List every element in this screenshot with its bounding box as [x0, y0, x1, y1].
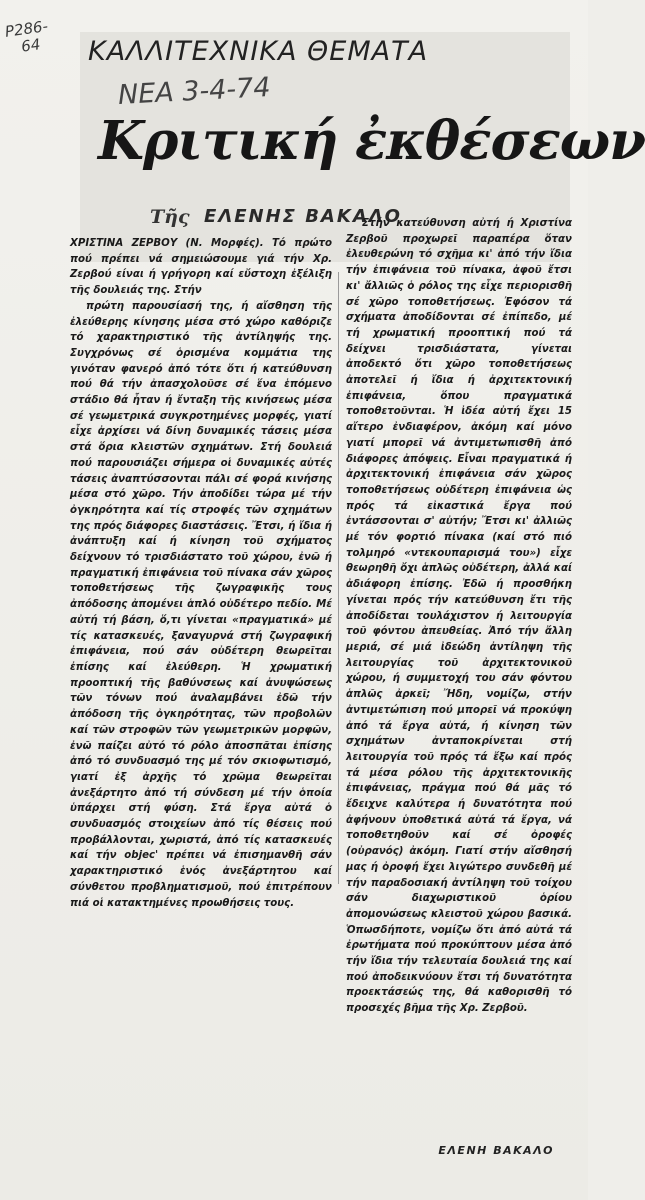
article-left-column — [70, 236, 332, 1186]
right-paragraph-1: Στήν κατεύθυνση αὐτή ή Χριστίνα Ζερβοῦ προχωρεῖ παραπέρα ὅταν ἐλευθερώνη τό σχῆμα κι' ἀπό τήν ἴδια τήν ἐπιφάνεια τοῦ πίνακα, ἀφοῦ ἔτσι κι' ἄλλιῶς ὁ ρόλος της εἶχε περιορισθῆ σέ χῶρο τοποθετήσεως. Ἐφόσον τά σχήματα ἀποδίδονται σέ ἐπίπεδο, μέ τή χρωματική προοπτική πού τά δείχνει τρισδιάστατα, γίνεται ἀποδεκτό ὅτι χῶρο τοποθετήσεως ἀποτελεῖ ή ἴδια ή ἀρχιτεκτονική ἐπιφάνεια, ὅπου πραγματικά τοποθετοῦνται. Ἡ ἰδέα αὐτή ἔχει 15 αἴτερο ἐνδιαφέρον, ἀκόμη καί μόνο γιατί μπορεῖ νά ἀντιμετωπισθῆ ἀπό διάφορες ἀπόψεις. Εἶναι πραγματικά ή ἀρχιτεκτονική ἐπιφάνεια σάν χῶρος τοποθετήσεως οὐδέτερη ἐπιφάνεια ὡς πρός τά εἰκαστικά ἔργα πού ἐντάσσονται σ' αὐτήν; Ἔτσι κι' ἀλλιῶς μέ τόν φορτιό πίνακα (καί στό πιό τολμηρό «ντεκουπαρισμά του») εἶχε θεωρηθῆ ὄχι ἁπλῶς οὐδέτερη, ἀλλά καί ἀδιάφορη ἐπίσης. Ἐδῶ ή προσθήκη γίνεται πρός τήν κατεύθυνση ἔτι τῆς ἀποδίδεται τουλάχιστον ή λειτουργία τοῦ φόντου ἀπευθείας. Ἀπό τήν ἄλλη μεριά, σέ μιά ἰδεώδη ἀντίληψη τῆς λειτουργίας τοῦ ἀρχιτεκτονικοῦ χώρου, ή συμμετοχή του σάν φόντου ἁπλῶς ἀρκεῖ; Ἤδη, νομίζω, στήν ἀντιμετώπιση πού μπορεῖ νά προκύψη ἀπό τά ἔργα αὐτά, ή κίνηση τῶν σχημάτων ἀνταποκρίνεται στή λειτουργία τοῦ πρός τά ἔξω καί πρός τά μέσα ρόλου τῆς ἀρχιτεκτονικῆς ἐπιφάνειας, πράγμα πού θά μᾶς τό ἔδειχνε καλύτερα ή δυνατότητα πού ἀφήνουν ὑποθετικά αὐτά τά ἔργα, νά τοποθετηθοῦν καί σέ ὀροφές (οὐρανός) ἀκόμη. Γιατί στήν αἴσθησή μας ή ὀροφή ἔχει λιγώτερο συνδεθῆ μέ τήν παραδοσιακή ἀντίληψη τοῦ τοίχου σάν διαχωριστικοῦ ὁρίου ἀπομονώσεως κλειστοῦ χώρου βασικά. Ὁπωσδήποτε, νομίζω ὅτι ἀπό αὐτά τά ἐρωτήματα πού προκύπτουν μέσα ἀπό τήν ἴδια τήν τελευταία δουλειά της καί πού ἀποδεικνύουν ἔτσι τή δυνατότητα προεκτάσεώς της, θά καθορισθῆ τό προσεχές βῆμα τῆς Χρ. Ζερβοῦ. — [346, 218, 572, 1015]
byline-prefix: Τῆς — [150, 206, 190, 228]
section-kicker: ΚΑΛΛΙΤΕΧΝΙΚΑ ΘΕΜΑΤΑ — [88, 36, 429, 67]
archive-note-line-2: 64 — [20, 35, 42, 56]
handwritten-date-note: ΝΕΑ 3-4-74 — [117, 72, 272, 111]
article-right-column — [346, 216, 572, 1015]
author-signature: ΕΛΕΝΗ ΒΑΚΑΛΟ — [438, 1144, 554, 1157]
left-paragraph-2: πρώτη παρουσίασή της, ή αἴσθηση τῆς ἐλεύθερης κίνησης μέσα στό χώρο καθόριζε τό χαρακτηριστικό τῆς ἀντίληψής της. Συγχρόνως σέ ὁρισμένα κομμάτια της γινόταν φανερό ἀπό τότε ὅτι ή κατεύθυνση πού θά τήν ἀπασχολοῦσε σέ ἕνα ἑπόμενο στάδιο θά ἦταν ή ἔνταξη τῆς κινήσεως μέσα σέ γεωμετρικά συγκροτημένες μορφές, γιατί εἶχε ἀρχίσει νά δίνη δυναμικές τάσεις μέσα στά ὅρια κλειστῶν σχημάτων. Στή δουλειά πού παρουσιάζει σήμερα οἱ δυναμικές αὐτές τάσεις ἀναπτύσσονται πάλι σέ φορά κινήσης μέσα στό χῶρο. Τήν ἀποδίδει τώρα μέ τήν ὀγκηρότητα καί τίς στροφές τῶν σχημάτων της πρός διάφορες διαστάσεις. Ἔτσι, ή ἴδια ή ἀνάπτυξη καί ή κίνηση τοῦ σχήματος δείχνουν τό τρισδιάστατο τοῦ χώρου, ἐνῶ ή πραγματική ἐπιφάνεια τοῦ πίνακα σάν χῶρος τοποθετήσεως τῆς ζωγραφικῆς τους ἀπόδοσης ἀπομένει ἁπλό οὐδέτερο πεδίο. Μέ αὐτή τή βάση, ὅ,τι γίνεται «πραγματικά» μέ τίς κατασκευές, ξαναγυρνά στή ζωγραφική ἐπιφάνεια, πού σάν οὐδέτερη θεωρεῖται ἐπίσης καί ἐλεύθερη. Ἡ χρωματική προοπτική τῆς βαθύνσεως καί ἀνυψώσεως τῶν τόνων πού ἀναλαμβάνει ἐδῶ τήν ἀπόδοση τῆς ὀγκηρότητας, τῶν προβολῶν καί τῶν στροφῶν τῶν γεωμετρικῶν μορφῶν, ἐνῶ παίζει αὐτό τό ρόλο ἀποσπᾶται ἐπίσης ἀπό τό συνδυασμό της μέ τόν σκιοφωτισμό, γιατί ἐξ ἀρχῆς τό χρῶμα θεωρεῖται ἀνεξάρτητο ἀπό τή σύνδεση μέ τήν ὁποία ὑπάρχει στή φύση. Στά ἔργα αὐτά ὁ συνδυασμός στοιχείων ἀπό τίς θέσεις πού προβάλλονται, χωριστά, ἀπό τίς κατασκευές καί τήν objec' πρέπει νά ἐπισημανθῆ σάν χαρακτηριστικό ἑνός ἀνεξάρτητου καί σύνθετου προβληματισμοῦ, πού ἐπιτρέπουν πιά οἱ κατακτημένες προωθήσεις τους. — [70, 300, 332, 909]
article-clipping — [58, 30, 645, 1200]
archive-handwritten-number — [4, 18, 51, 58]
left-paragraph-1: ΧΡΙΣΤΙΝΑ ΖΕΡΒΟΥ (Ν. Μορφές). Τό πρώτο πού πρέπει νά σημειώσουμε γιά τήν Χρ. Ζερβού είναι ή γρήγορη καί εὔστοχη ἐξέλιξη τῆς δουλειάς της. Στήν — [70, 238, 332, 297]
archive-note-line-1: P286- — [3, 17, 50, 41]
column-divider — [338, 272, 339, 884]
article-title: Κριτική ἐκθέσεων — [98, 110, 645, 172]
byline-author: ΕΛΕΝΗΣ ΒΑΚΑΛΟ — [204, 206, 402, 227]
